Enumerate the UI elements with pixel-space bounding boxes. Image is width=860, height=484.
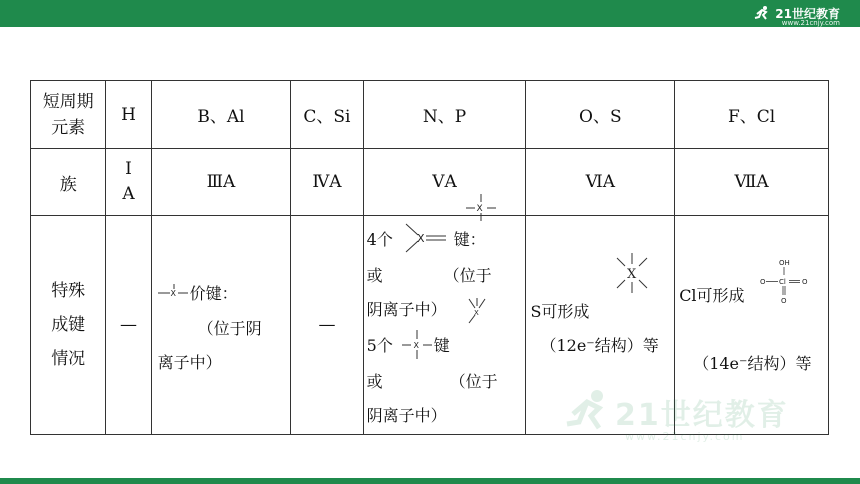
x-double-bond-icon bbox=[402, 220, 454, 256]
watermark bbox=[555, 388, 840, 448]
svg-text:X: X bbox=[413, 341, 419, 350]
x-six-bond-structure-icon bbox=[610, 251, 654, 295]
group-f-cl: ⅦA bbox=[675, 149, 829, 216]
cell-f-cl: F、Cl bbox=[675, 81, 829, 149]
table-row-group bbox=[31, 149, 829, 216]
n-p-l5a: 或 bbox=[366, 372, 383, 391]
x-three-bond-structure-icon bbox=[156, 283, 190, 303]
group-h-a: A bbox=[122, 184, 135, 204]
n-p-l4a: 5个 bbox=[366, 336, 393, 355]
svg-text:X: X bbox=[476, 204, 483, 214]
n-p-l1b: 键： bbox=[453, 230, 486, 249]
n-p-l5b: （位于 bbox=[449, 372, 498, 391]
row-label-elements bbox=[31, 81, 106, 149]
header-bar bbox=[0, 0, 860, 27]
label-line: 特殊 bbox=[51, 281, 86, 301]
svg-text:X: X bbox=[627, 267, 637, 282]
n-p-l6: 阴离子中） bbox=[366, 406, 447, 425]
group-h-roman: Ⅰ bbox=[125, 159, 132, 179]
special-n-p-content bbox=[364, 204, 526, 434]
row-label-group: 族 bbox=[31, 149, 106, 216]
svg-text:O: O bbox=[802, 278, 808, 286]
svg-text:O: O bbox=[760, 278, 766, 286]
n-p-l2a: 或 bbox=[366, 266, 383, 285]
perchloric-acid-structure-icon bbox=[759, 256, 813, 306]
special-b-al bbox=[151, 216, 291, 435]
table-row-elements bbox=[31, 81, 829, 149]
special-n-p bbox=[363, 204, 526, 435]
footer-bar bbox=[0, 478, 860, 484]
label-line: 情况 bbox=[51, 349, 86, 369]
runner-watermark-icon bbox=[565, 388, 613, 432]
x-five-bond-icon bbox=[400, 328, 434, 362]
f-cl-l2: （14e⁻结构）等 bbox=[693, 354, 812, 373]
svg-text:Cl: Cl bbox=[779, 278, 787, 286]
brand-url: www.21cnjy.com bbox=[781, 19, 840, 27]
label-line: 成键 bbox=[51, 315, 86, 335]
svg-text:O: O bbox=[781, 297, 787, 305]
group-o-s: ⅥA bbox=[526, 149, 675, 216]
n-p-l4b: 键 bbox=[433, 336, 450, 355]
b-al-line1: 价键： bbox=[189, 284, 238, 303]
special-h: — bbox=[106, 216, 151, 435]
special-c-si: — bbox=[291, 216, 363, 435]
brand-text: 21世纪教育 bbox=[775, 6, 840, 21]
cell-b-al: B、Al bbox=[151, 81, 291, 149]
f-cl-l1: Cl可形成 bbox=[679, 286, 745, 305]
cell-c-si: C、Si bbox=[291, 81, 363, 149]
svg-text:OH: OH bbox=[779, 259, 790, 267]
watermark-text: 21世纪教育 bbox=[615, 398, 789, 433]
row-label-special bbox=[31, 216, 106, 435]
svg-text:X: X bbox=[416, 232, 425, 245]
label-line: 短周期 bbox=[42, 91, 94, 112]
svg-text:X: X bbox=[473, 309, 479, 317]
element-bonding-table bbox=[30, 80, 829, 435]
brand-logo bbox=[753, 3, 840, 27]
cell-h: H bbox=[106, 81, 151, 149]
cell-o-s: O、S bbox=[526, 81, 675, 149]
group-h bbox=[106, 149, 151, 216]
cell-n-p: N、P bbox=[363, 81, 526, 149]
runner-icon bbox=[753, 5, 771, 21]
n-p-l2b: （位于 bbox=[443, 266, 492, 285]
n-p-l1a: 4个 bbox=[366, 230, 393, 249]
group-c-si: ⅣA bbox=[291, 149, 363, 216]
label-line: 元素 bbox=[51, 117, 86, 138]
special-b-al-content bbox=[152, 216, 291, 434]
atom-x: X bbox=[170, 289, 176, 298]
n-p-l3: 阴离子中） bbox=[366, 300, 447, 319]
group-n-p: ⅤA bbox=[363, 149, 526, 216]
o-s-l1: S可形成 bbox=[530, 302, 590, 321]
watermark-url: www.21cnjy.com bbox=[625, 430, 745, 443]
b-al-line2: （位于阴 bbox=[197, 319, 262, 338]
o-s-l2: （12e⁻结构）等 bbox=[540, 336, 659, 355]
b-al-line3: 离子中） bbox=[157, 353, 222, 372]
x-four-bond-anion-icon bbox=[464, 296, 490, 326]
x-four-bond-top-icon bbox=[464, 193, 498, 223]
group-b-al: ⅢA bbox=[151, 149, 291, 216]
